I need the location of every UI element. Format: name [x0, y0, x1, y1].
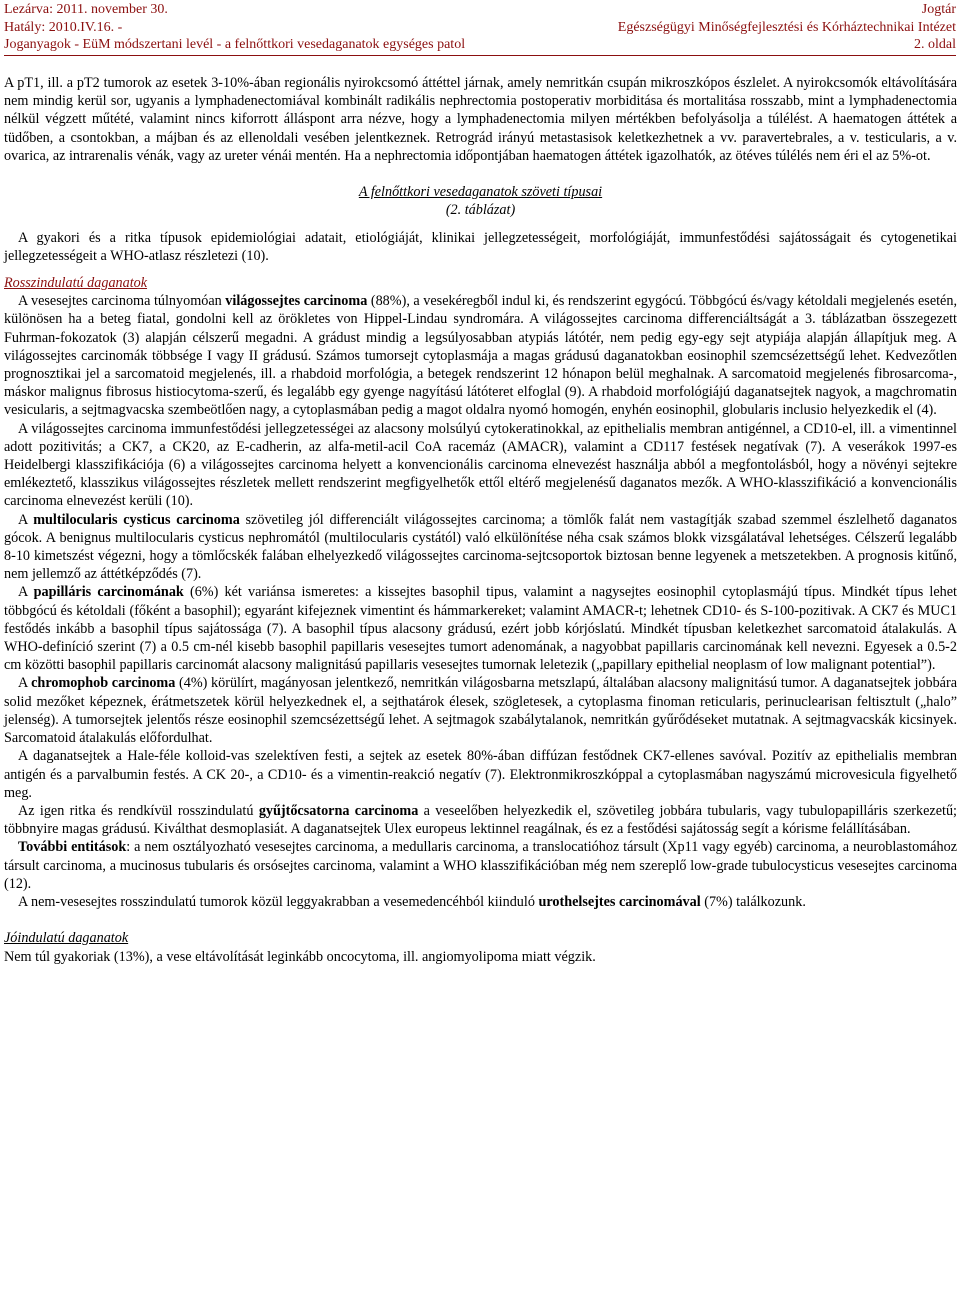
section-subtitle: (2. táblázat) [445, 202, 516, 219]
term-clear-cell-carcinoma: világossejtes carcinoma [225, 293, 368, 310]
spacer [4, 165, 957, 183]
collecting-duct-paragraph [4, 802, 957, 838]
text-run: A nem-vesesejtes rosszindulatú tumorok közül leggyakrabban a vesemedencéhból kiinduló [18, 893, 539, 910]
immunostaining-paragraph: A világossejtes carcinoma immunfestődési jellegzetességei az alacsony molsúlyú cytokeratinokkal, az epithelialis membran antigénnel, a CD10-el, ill. a vimentinnel adott pozitivitás; a CK7, a CK20, az E-cadherin, az alfa-metil-acil CoA racemáz (AMACR), valamint a CD117 festések negatívak (7). A veserákok 1997-es Heidelbergi klasszifikációja (6) a világossejtes carcinoma helyett a konvencionális carcinoma elnevezést használja abból a megfontolásból, hogy a növényi sejtekre emlékeztető, klasszikus világossejtes részletek mellett rendszerint megfigyelhetők ettől eltérő megjelenésű daganatos mezők. A WHO-klasszifikáció a konvencionális carcinoma elnevezést kerüli (10). [4, 420, 957, 510]
chromophobe-paragraph [4, 674, 957, 747]
text-run: Az igen ritka és rendkívül rosszindulatú [18, 802, 259, 819]
text-run: A [18, 511, 34, 528]
term-multilocular-carcinoma: multilocularis cysticus carcinoma [33, 511, 240, 528]
header-divider [4, 55, 956, 56]
header-right [618, 1, 956, 54]
header-left [4, 1, 465, 54]
intro-paragraph: A pT1, ill. a pT2 tumorok az esetek 3-10%-ában regionális nyirokcsomó áttéttel járnak, amely nemritkán csupán mikroszkópos észlelet. A nyirokcsomók eltávolítására nem mindig kerül sor, ugyanis a lymphadenectomiával kombinált radikális nephrectomia postoperativ morbiditása és mortalitása rosszabb, mint a lymphadenectomia nélkül végzett műtété, valamint nincs kiforrott álláspont arra nézve, hogy a lymphadenectomia milyen mértékben befolyásolja a túlélést. A haematogen áttétek a tüdőben, a csontokban, a májban és az ellenoldali vesében jelentkeznek. Retrográd irányú metastasisok keletkezhetnek a vv. paravertebrales, a v. testicularis, a v. ovarica, az intrarenalis vénák, vagy az ureter vénái mentén. Ha a nephrectomia időpontjában haematogen áttétek igazolhatók, az ötéves túlélés nem éri el az 5%-ot. [4, 75, 957, 164]
summary-paragraph: A gyakori és a ritka típusok epidemiológiai adatait, etiológiáját, klinikai jellegzetességeit, morfológiáját, immunfestődési sajátosságait és cytogenetikai jellegzetességeit a WHO-atlasz részletezi (10). [4, 229, 957, 264]
clear-cell-paragraph [4, 292, 957, 419]
header-institute: Egészségügyi Minőségfejlesztési és Kórháztechnikai Intézet [617, 19, 956, 35]
text-run: A [18, 584, 34, 601]
multilocular-paragraph [4, 511, 957, 584]
text-run: (6%) két variánsa ismeretes: a kissejtes basophil tipus, valamint a nagysejtes eosinophil cytoplasmájú típus. Mindkét típus lehet többgócú és kétoldali (főként a basophil); egyaránt kifejeznek vimentint és hámmarkereket; valamint AMACR-t; lehetnek CD10- és S-100-pozitivak. A CK7 és MUC1 festődés inkább a basophil típus sajátossága (7). A basophil típus alacsony grádusú, ezért jobb kórjóslatú. Mindkét típusban keletkezhet sarcomatoid átalakulás. A WHO-definíció szerint (7) a 0.5 cm-nél kisebb basophil papillaris vesesejtes tumort adenomának, a nagyobbat papillaris carcinomának kell nevezni. Egyesek a 0.5-2 cm közötti basophil papillaris carcinomát alacsony malignitású papillaris vesesejtes tumornak leletezik („papillary epithelial neoplasm of low malignant potential”). [4, 584, 957, 674]
header-document-title: Joganyagok - EüM módszertani levél - a felnőttkori vesedaganatok egységes patol [4, 37, 466, 52]
term-collecting-duct-carcinoma: gyűjtőcsatorna carcinoma [258, 802, 419, 819]
text-run: A vesesejtes carcinoma túlnyomóan [18, 293, 226, 310]
page-header [4, 0, 956, 56]
chromophobe-staining-paragraph: A daganatsejtek a Hale-féle kolloid-vas szelektíven festi, a sejtek az esetek 80%-ában diffúzan festődnek CK7-ellenes savóval. Pozitív az epithelialis membran antigén és a parvalbumin festés. A CK 20-, a CD10- és a vimentin-reakció negatív (7). Elektronmikroszkóppal a cytoplasmában nagyszámú microvesicula figyelhető meg. [4, 748, 957, 801]
text-run: (88%), a vesekéregből indul ki, és rendszerint egygócú. Többgócú és/vagy kétoldali megjelenés esetén, különösen ha a beteg fiatal, gondolni kell az örökletes von Hippel-Lindau syndromára. A világossejtes carcinoma differenciáltságát a 3. táblázatban összegezett Fuhrman-fokozatok (3) alapján célszerű megadni. A grádust mindig a legsúlyosabban atypiás látótér, nem pedig egy-egy sejt atypiája alapján állapítjuk meg. A világossejtes carcinomák többsége I vagy II grádusú. Számos tumorsejt cytoplasmája a magas grádusú daganatokban eosinophil szemcsézettségű lehet. Kedvezőtlen prognosztikai jel a sarcomatoid megjelenés, ill. a rhabdoid morfológia, a betegek rendszerint 12 hónapon belül meghalnak. A sarcomatoid megjelenés fibrosarcoma-, máskor malignus fibrosus histiocytoma-szerű, és legalább egy gyenge nagyítású látóteret elfoglal (9). A rhabdoid morfológiájú daganatsejtek nagyok, a magchromatin vesicularis, a sejtmagvacska szembeötlően nagy, a cytoplasmában pedig a magot oldalra nyomó homogén, enyhén eosinophil, globularis inclusio helyezkedik el (4). [4, 293, 957, 419]
other-entities-paragraph [4, 838, 957, 893]
spacer [4, 220, 957, 229]
text-run: (7%) találkozunk. [700, 893, 806, 910]
text-run: (4%) körülírt, magányosan jelentkező, nemritkán világosbarna metszlapú, általában alacsony malignitású tumor. A daganatsejtek jobbára solid mezőket képeznek, érátmetszetek körül helyezkednek el, a sejthatárok élesek, szögletesek, a cytoplasma finoman reticularis, perinuclearisan feltisztult („halo” jelenség). A tumorsejtek jelentős része eosinophil szemcsézettségű lehet. A sejtmagok szabálytalanok, nemritkán gyűrődéseket mutatnak. A sejtmagvacskák kicsinyek. Sarcomatoid átalakulás előfordulhat. [4, 675, 957, 747]
term-chromophobe-carcinoma: chromophob carcinoma [31, 675, 176, 692]
benign-heading: Jóindulatú daganatok [4, 930, 129, 947]
text-run: : a nem osztályozható vesesejtes carcinoma, a medullaris carcinoma, a translocatióhoz társult (Xp11 vagy egyéb) carcinoma, a neuroblastomához társult carcinoma, a mucinosus tubularis és orsósejtes carcinoma, valamint a WHO klasszifikációban még nem szereplő low-grade tubulocysticus vesesejtes carcinoma (12). [4, 839, 957, 892]
spacer [4, 911, 957, 929]
malignant-heading: Rosszindulatú daganatok [4, 275, 148, 292]
header-source: Jogtár [921, 2, 956, 17]
spacer [4, 265, 957, 274]
text-run: a veseelőben helyezkedik el, szövetileg jobbára tubularis, vagy tubulopapilláris szerkezetű; többnyire magas grádusú. Kiválthat desmoplasiát. A daganatsejtek Ulex europeus lektinnel reagálnak, és ez a festődési sajátosság segít a kórisme felállításában. [4, 802, 957, 838]
text-run: A [18, 675, 32, 692]
text-run: szövetileg jól differenciált világossejtes carcinoma; a tömlők falát nem vastagítják szabad szemmel észlelhető daganatos gócok. A benignus multilocularis cysticus nephromától (multilocularis cystától) való elkülönítése néha csak számos blokk vizsgálatával lehetséges. Célszerű legalább 8-10 kimetszést végezni, hogy a tömlőcskék falában elhelyezkedő világossejtes carcinoma-sejtcsoportok biztosan benne legyenek a metszetekben. A prognosis kitűnő, nem jellemző az áttétképződés (7). [4, 511, 957, 583]
term-other-entities: További entitások [18, 839, 127, 856]
term-urothelial-carcinoma: urothelsejtes carcinomával [538, 893, 701, 910]
document-body [4, 74, 957, 966]
header-effective-date: Hatály: 2010.IV.16. - [4, 19, 123, 35]
benign-paragraph: Nem túl gyakoriak (13%), a vese eltávolítását leginkább oncocytoma, ill. angiomyolipoma miatt végzik. [4, 948, 596, 965]
papillary-paragraph [4, 583, 957, 674]
term-papillary-carcinoma: papilláris carcinomának [33, 584, 184, 601]
header-closed-date: Lezárva: 2011. november 30. [4, 2, 168, 17]
urothelial-paragraph [4, 893, 957, 911]
header-page-number: 2. oldal [914, 37, 956, 52]
section-title: A felnőttkori vesedaganatok szöveti típusai [358, 184, 603, 201]
